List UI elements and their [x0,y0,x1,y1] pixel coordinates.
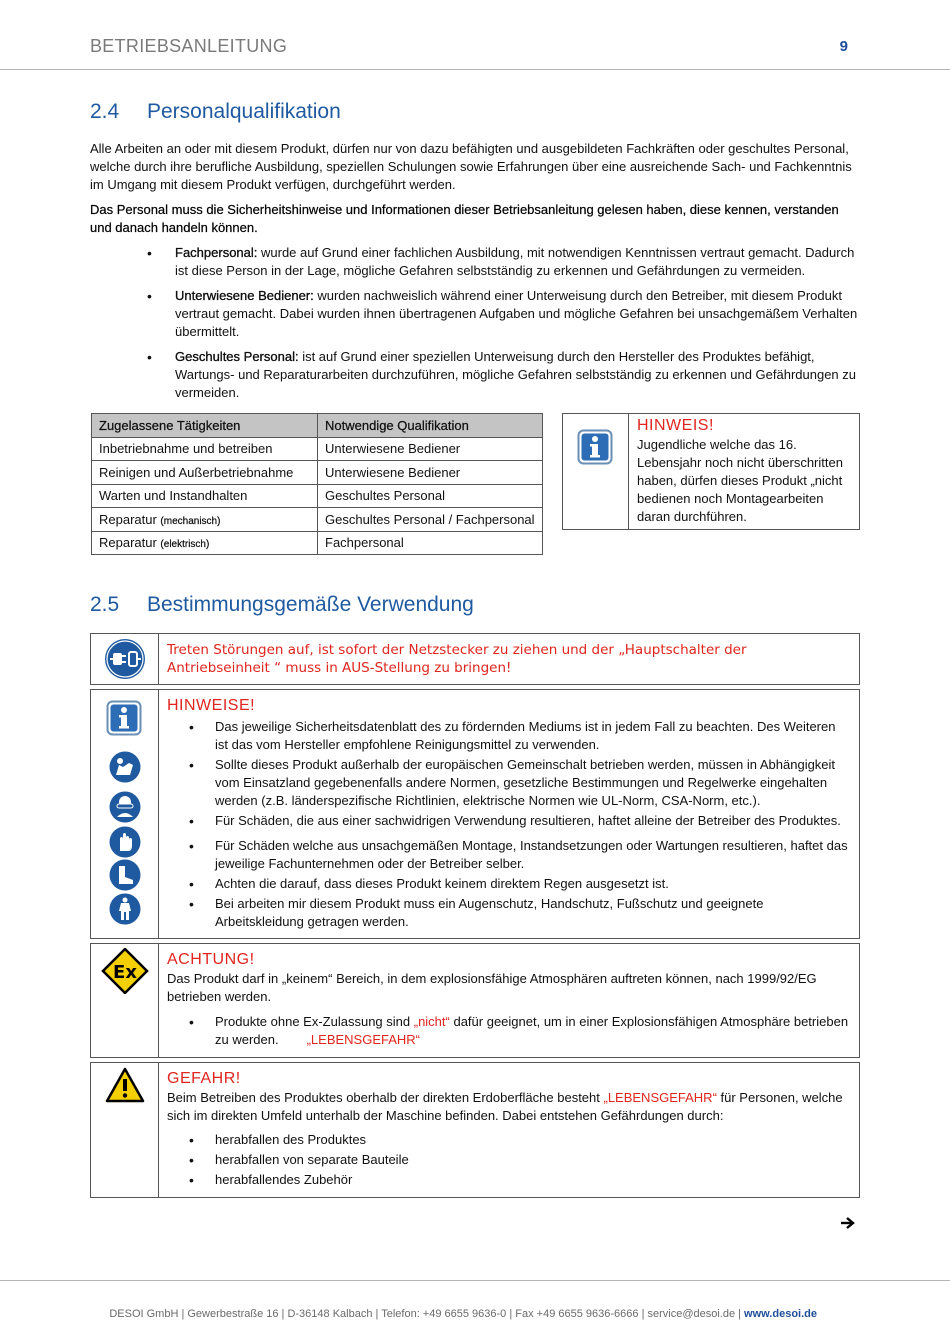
section-heading-2-4: 2.4 Personalqualifikation [90,100,341,123]
gefahr-list [167,1131,851,1189]
gefahr-text: Beim Betreiben des Produktes oberhalb der direkten Erdoberfläche besteht „LEBENSGEFAHR“ für Personen, welche sich im direkten Umfeld unterhalb der Maschine befinden. Dabei entstehen Gefährdungen durch: [167,1090,843,1123]
unplug-warning-text: Treten Störungen auf, ist sofort der Netzstecker zu ziehen und der „Hauptschalter der Antriebseinheit “ muss in AUS-Stellung zu bringen! [167,642,747,676]
list-item: • Achten die darauf, dass dieses Produkt keinem direktem Regen ausgesetzt ist. [167,875,851,893]
list-item: • Unterwiesene Bediener: wurden nachweislich während einer Unterweisung durch den Betreiber, mit diesem Produkt vertraut gemacht. Dabei wurden ihnen übertragenen Aufgaben und mögliche Gefahren bei unsachgemäßem Verhalten übermittelt. [147,287,862,341]
list-item: • herabfallendes Zubehör [167,1171,851,1189]
warning-triangle-icon [105,1067,145,1103]
list-item: • Produkte ohne Ex-Zulassung sind „nicht“ dafür geeignet, um in einer Explosionsfähigen Atmosphäre betrieben zu werden. „LEBENSGEFAHR“ [167,1013,851,1049]
achtung-list [167,1013,851,1049]
read-manual-icon [109,751,141,783]
list-item: • Für Schäden, die aus einer sachwidrigen Verwendung resultieren, haftet alleine der Betreiber des Produktes. [167,812,851,830]
table-row: Reparatur (elektrisch) Fachpersonal [92,531,543,555]
table-row: Reparatur (mechanisch) Geschultes Personal / Fachpersonal [92,508,543,532]
page-header [0,0,950,70]
achtung-title: ACHTUNG! [167,951,255,968]
unplug-warning-box [90,633,860,685]
gefahr-title: GEFAHR! [167,1070,241,1087]
hinweise-box [90,689,860,939]
table-header-cell: Notwendige Qualifikation [318,414,543,438]
personal-requirement-paragraph: Das Personal muss die Sicherheitshinweise und Informationen dieser Betriebsanleitung gelesen haben, diese kennen, verstanden und danach handeln können. [90,202,839,235]
ex-atex-icon [101,948,149,994]
table-row: Inbetriebnahme und betreiben Unterwiesene Bediener [92,437,543,461]
list-item: • Fachpersonal: wurde auf Grund einer fachlichen Ausbildung, mit notwendigen Kenntnissen vertraut gemacht. Dadurch ist diese Person in der Lage, mögliche Gefahren selbstständig zu erkennen und Gefährdungen zu vermeiden. [147,244,862,280]
hand-protection-icon [109,826,141,858]
footer-contact: DESOI GmbH | Gewerbestraße 16 | D-36148 Kalbach | Telefon: +49 6655 9636-0 | Fax +49 6655 9636-6666 | service@desoi.de | www.desoi.de [109,1308,817,1320]
achtung-box [90,943,860,1058]
page-number: 9 [839,38,848,55]
table-row: Warten und Instandhalten Geschultes Personal [92,484,543,508]
arrow-right-icon [840,1216,856,1230]
unplug-mains-plug-icon [104,638,146,680]
table-row: Reinigen und Außerbetriebnahme Unterwiesene Bediener [92,461,543,485]
list-item: • herabfallen von separate Bauteile [167,1151,851,1169]
list-item: • Bei arbeiten mir diesem Produkt muss ein Augenschutz, Handschutz, Fußschutz und geeignete Arbeitskleidung getragen werden. [167,895,851,931]
section-heading-2-5: 2.5 Bestimmungsgemäße Verwendung [90,593,474,616]
protective-clothing-icon [109,893,141,925]
gefahr-box [90,1062,860,1198]
document-title: BETRIEBSANLEITUNG [90,36,288,56]
hinweis-box-youth [562,413,860,530]
page-footer [0,1280,950,1343]
table-header-row [92,414,543,438]
qualification-list [147,244,862,409]
website-link[interactable]: www.desoi.de [744,1308,817,1320]
list-item: • Das jeweilige Sicherheitsdatenblatt des zu fördernden Mediums ist in jedem Fall zu beachten. Des Weiteren ist das vom Hersteller empfohlene Reinigungsmittel zu verwenden. [167,718,851,754]
list-item: • Sollte dieses Produkt außerhalb der europäischen Gemeinschalt betrieben werden, müssen in Abhängigkeit vom Einsatzland gegebenenfalls andere Normen, gesetzliche Bestimmungen und Regelwerke eingehalten werden (z.B. länderspezifische Richtlinien, elektrische Normen wie UL-Norm, CSA-Norm, etc.). [167,756,851,810]
info-icon [577,429,613,465]
list-item: • herabfallen des Produktes [167,1131,851,1149]
qualification-table [91,413,543,555]
table-header-cell: Zugelassene Tätigkeiten [92,414,318,438]
hinweis-title: HINWEIS! [637,417,714,434]
hinweis-text: Jugendliche welche das 16. Lebensjahr noch nicht überschritten haben, dürfen dieses Produkt „nicht bedienen noch Montagearbeiten daran durchführen. [637,437,843,524]
list-item: • Für Schäden welche aus unsachgemäßen Montage, Instandsetzungen oder Wartungen resultieren, haftet das jeweilige Fachunternehmen oder der Betreiber selber. [167,837,851,873]
foot-protection-icon [109,859,141,891]
svg-text:Ex: Ex [113,962,137,983]
hinweise-list [167,718,851,931]
achtung-text: Das Produkt darf in „keinem“ Bereich, in dem explosionsfähige Atmosphären auftreten können, nach 1999/92/EG betrieben werden. [167,971,817,1004]
hinweise-title: HINWEISE! [167,697,256,714]
list-item: • Geschultes Personal: ist auf Grund einer speziellen Unterweisung durch den Hersteller des Produktes befähigt, Wartungs- und Reparaturarbeiten durchzuführen, mögliche Gefahren selbstständig zu erkennen und Gefährdungen zu vermeiden. [147,348,862,402]
info-icon [106,700,142,736]
eye-protection-icon [109,791,141,823]
intro-paragraph: Alle Arbeiten an oder mit diesem Produkt, dürfen nur von dazu befähigten und ausgebildeten Fachkräften oder geschultes Personal, welche durch ihre berufliche Ausbildung, speziellen Schulungen sowie Erfahrungen über eine ausreichende Sach- und Fachkenntnis im Umgang mit diesem Produkt verfügen, durchgeführt werden. [90,141,852,192]
